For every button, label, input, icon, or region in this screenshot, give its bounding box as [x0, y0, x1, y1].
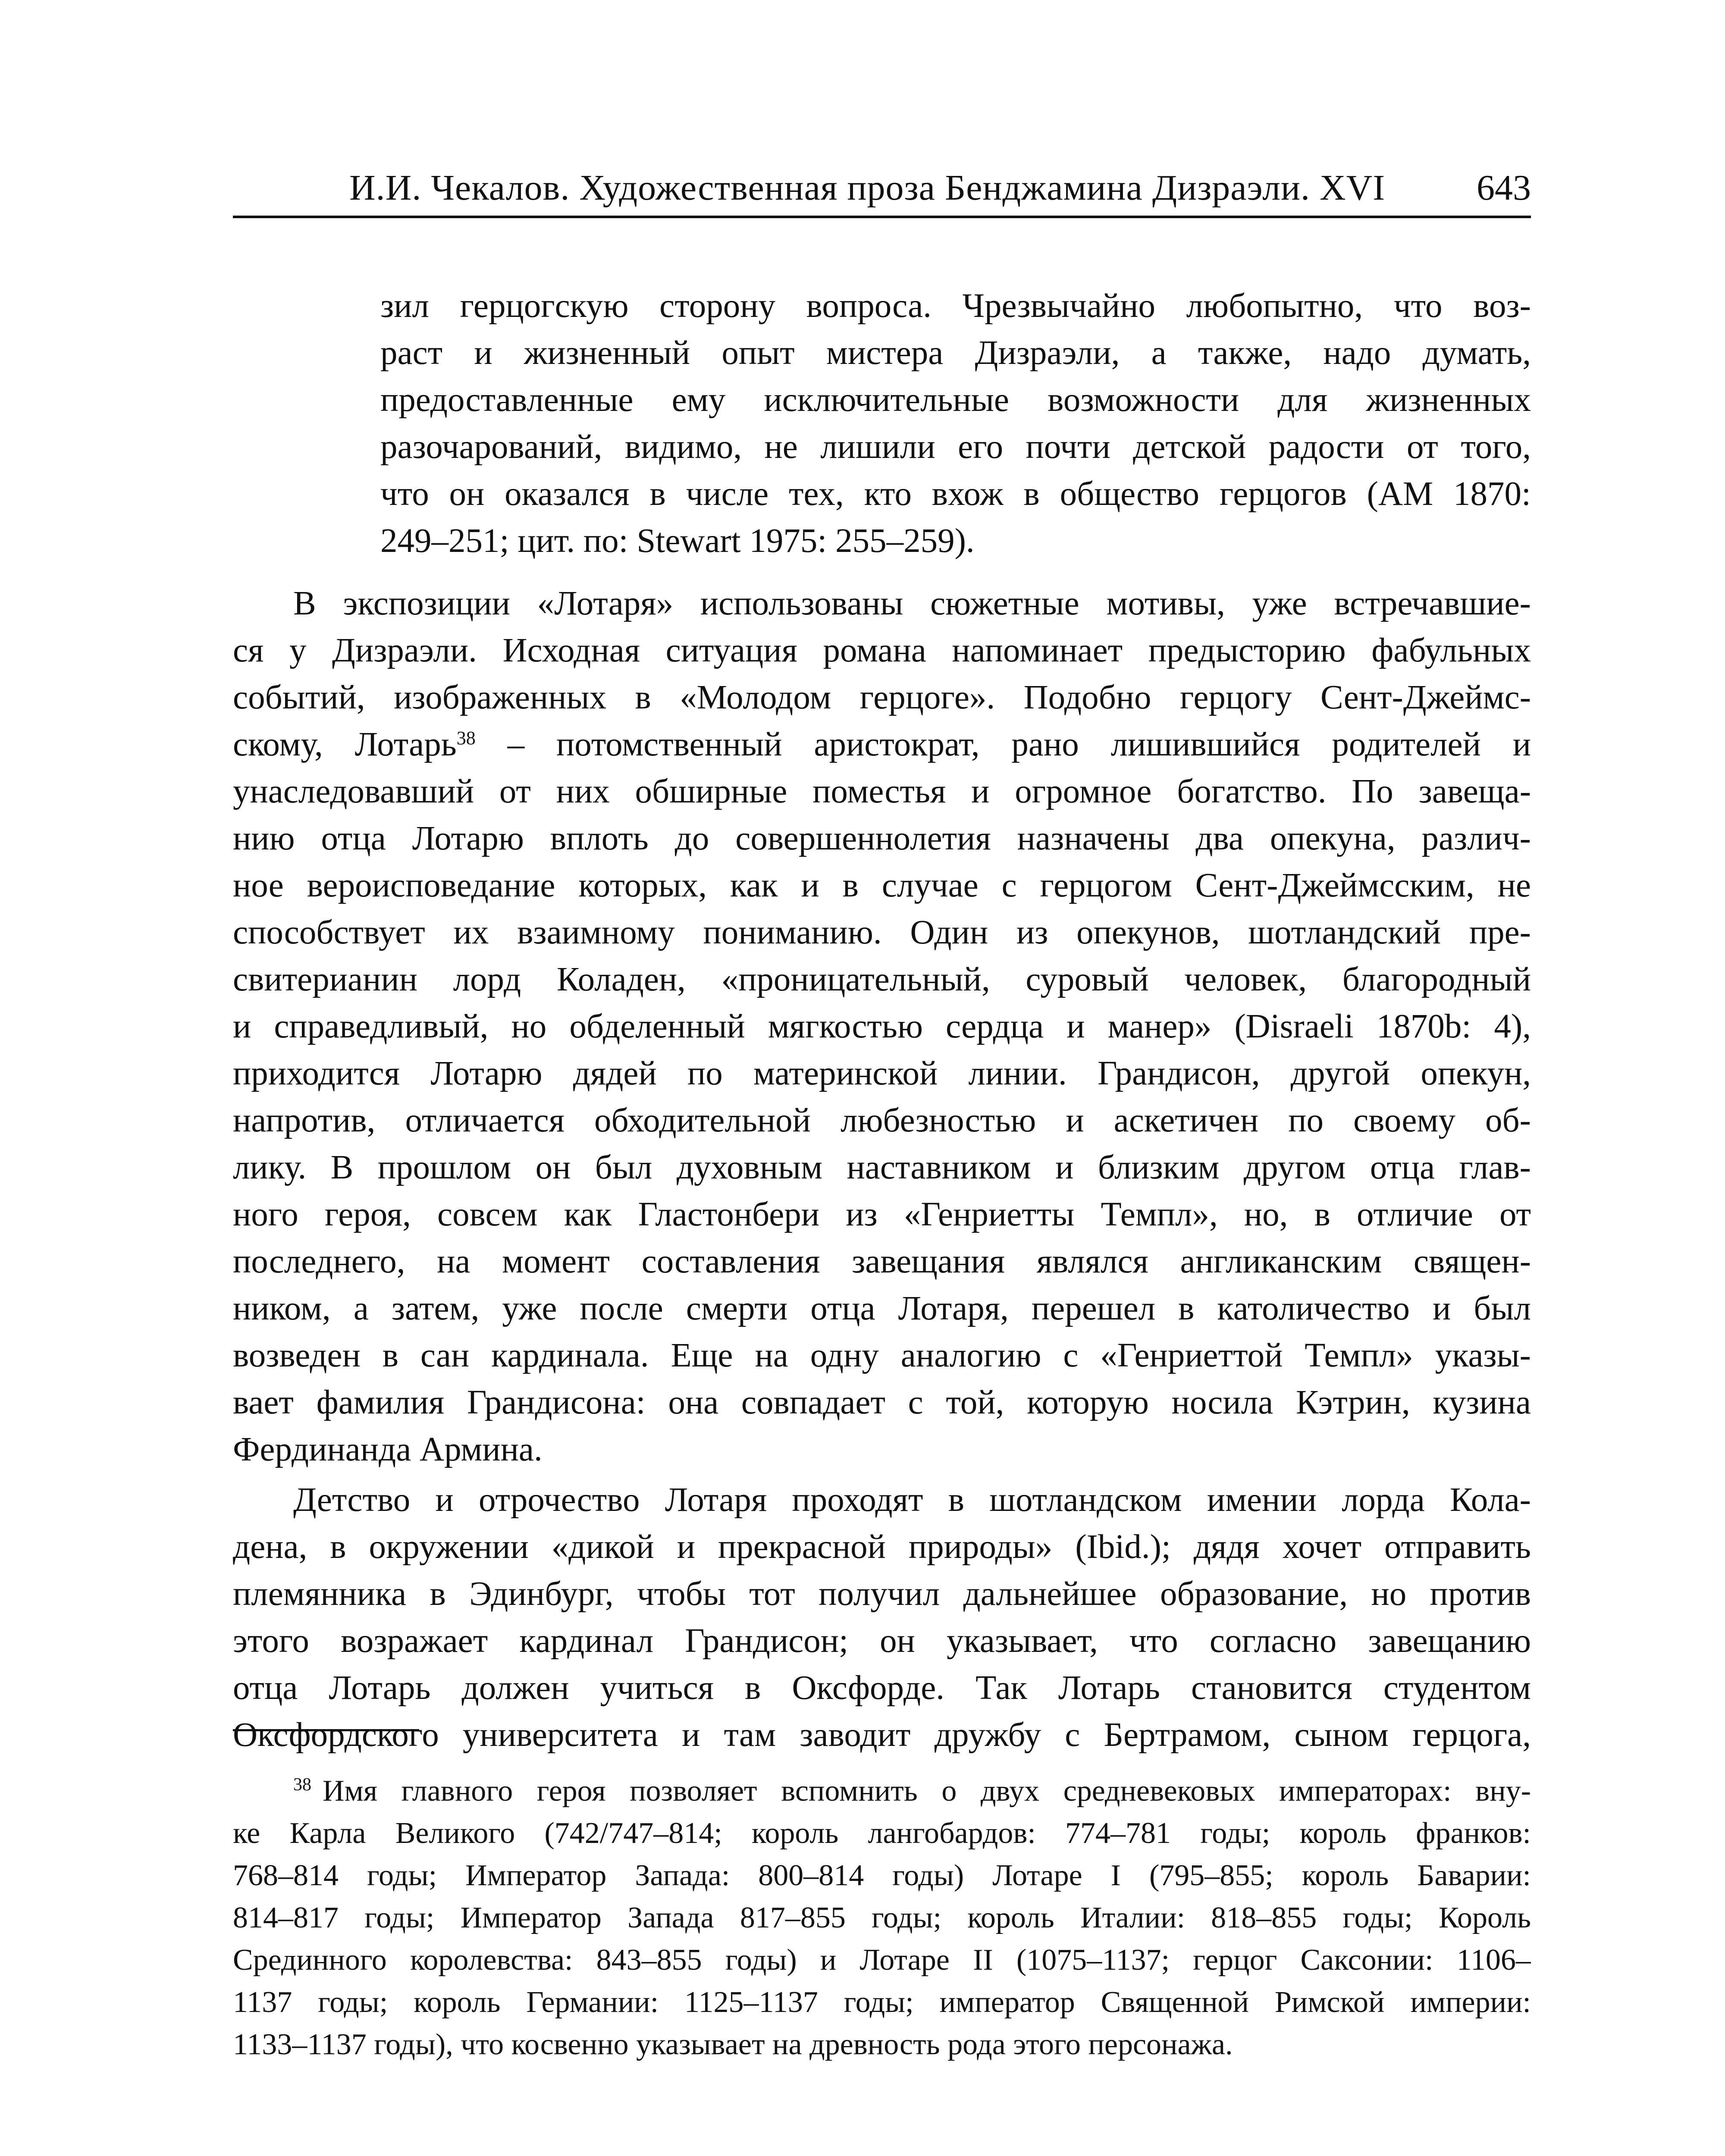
- footnote-line: 768–814 годы; Император Запада: 800–814 годы) Лотаре I (795–855; король Баварии:: [233, 1859, 1531, 1892]
- footnote-divider: [233, 1729, 419, 1731]
- quote-line: раст и жизненный опыт мистера Дизраэли, а также, надо думать,: [380, 334, 1531, 372]
- text-line: отца Лотарь должен учиться в Оксфорде. Так Лотарь становится студентом: [233, 1669, 1531, 1707]
- text-line-with-footnote-ref: [233, 721, 1531, 768]
- text-line: свитерианин лорд Коладен, «проницательный, суровый человек, благородный: [233, 961, 1531, 998]
- text-line: приходится Лотарю дядей по материнской линии. Грандисон, другой опекун,: [233, 1055, 1531, 1092]
- page-number: 643: [1477, 168, 1531, 208]
- footnote-reference[interactable]: 38: [456, 727, 476, 749]
- footnote-line: ке Карла Великого (742/747–814; король лангобардов: 774–781 годы; король франков:: [233, 1817, 1531, 1850]
- text-fragment: – потомственный аристократ, рано лишившийся родителей и: [475, 726, 1531, 763]
- text-line: нию отца Лотарю вплоть до совершеннолетия назначены два опекуна, различ-: [233, 820, 1531, 857]
- text-line: способствует их взаимному пониманию. Один из опекунов, шотландский пре-: [233, 914, 1531, 951]
- text-line: В экспозиции «Лотаря» использованы сюжетные мотивы, уже встречавшие-: [293, 585, 1531, 622]
- paragraph-1: [233, 580, 1531, 1473]
- paragraph-2: [233, 1476, 1531, 1758]
- text-line: Детство и отрочество Лотаря проходят в шотландском имении лорда Кола-: [293, 1481, 1531, 1519]
- footnote-line: Срединного королевства: 843–855 годы) и Лотаре II (1075–1137; герцог Саксонии: 1106–: [233, 1943, 1531, 1977]
- text-line: событий, изображенных в «Молодом герцоге». Подобно герцогу Сент-Джеймс-: [233, 679, 1531, 716]
- quote-line: разочарований, видимо, не лишили его почти детской радости от того,: [380, 428, 1531, 466]
- quote-line: 249–251; цит. по: Stewart 1975: 255–259).: [380, 522, 975, 560]
- text-line: дена, в окружении «дикой и прекрасной природы» (Ibid.); дядя хочет отправить: [233, 1528, 1531, 1566]
- footnote-text: Имя главного героя позволяет вспомнить о двух средневековых императорах: вну-: [323, 1774, 1531, 1808]
- text-line: и справедливый, но обделенный мягкостью сердца и манер» (Disraeli 1870b: 4),: [233, 1008, 1531, 1045]
- running-header: [233, 164, 1531, 218]
- text-line: ся у Дизраэли. Исходная ситуация романа напоминает предысторию фабульных: [233, 632, 1531, 669]
- text-line: унаследовавший от них обширные поместья и огромное богатство. По завеща-: [233, 773, 1531, 810]
- footnote-line: 814–817 годы; Император Запада 817–855 годы; король Италии: 818–855 годы; Король: [233, 1901, 1531, 1934]
- text-line: напротив, отличается обходительной любезностью и аскетичен по своему об-: [233, 1102, 1531, 1139]
- footnote-line: 1137 годы; король Германии: 1125–1137 годы; император Священной Римской империи:: [233, 1986, 1531, 2019]
- running-header-title: И.И. Чекалов. Художественная проза Бенджамина Дизраэли. XVI: [349, 168, 1386, 208]
- footnote-line: [233, 1764, 1531, 1812]
- text-line: последнего, на момент составления завещания являлся англиканским священ-: [233, 1243, 1531, 1280]
- text-fragment: скому, Лотарь: [233, 726, 457, 763]
- quote-line: зил герцогскую сторону вопроса. Чрезвычайно любопытно, что воз-: [380, 287, 1531, 325]
- text-line: лику. В прошлом он был духовным наставником и близким другом отца глав-: [233, 1149, 1531, 1186]
- text-line: возведен в сан кардинала. Еще на одну аналогию с «Генриеттой Темпл» указы-: [233, 1337, 1531, 1374]
- text-line: ное вероисповедание которых, как и в случае с герцогом Сент-Джеймсским, не: [233, 867, 1531, 904]
- quote-line: что он оказался в числе тех, кто вхож в общество герцогов (AM 1870:: [380, 475, 1531, 513]
- text-line: ного героя, совсем как Гластонбери из «Генриетты Темпл», но, в отличие от: [233, 1196, 1531, 1233]
- footnote: [233, 1764, 1531, 2066]
- text-line: Оксфордского университета и там заводит дружбу с Бертрамом, сыном герцога,: [233, 1716, 1531, 1754]
- body-text: [233, 580, 1531, 1758]
- text-line: ником, а затем, уже после смерти отца Лотаря, перешел в католичество и был: [233, 1290, 1531, 1327]
- text-line: вает фамилия Грандисона: она совпадает с той, которую носила Кэтрин, кузина: [233, 1384, 1531, 1421]
- text-line: племянника в Эдинбург, чтобы тот получил дальнейшее образование, но против: [233, 1575, 1531, 1613]
- block-quote: [380, 282, 1531, 564]
- footnote-mark: 38: [293, 1775, 311, 1795]
- text-line: Фердинанда Армина.: [233, 1431, 543, 1468]
- text-line: этого возражает кардинал Грандисон; он указывает, что согласно завещанию: [233, 1622, 1531, 1660]
- quote-line: предоставленные ему исключительные возможности для жизненных: [380, 381, 1531, 419]
- footnote-line: 1133–1137 годы), что косвенно указывает на древность рода этого персонажа.: [233, 2028, 1233, 2061]
